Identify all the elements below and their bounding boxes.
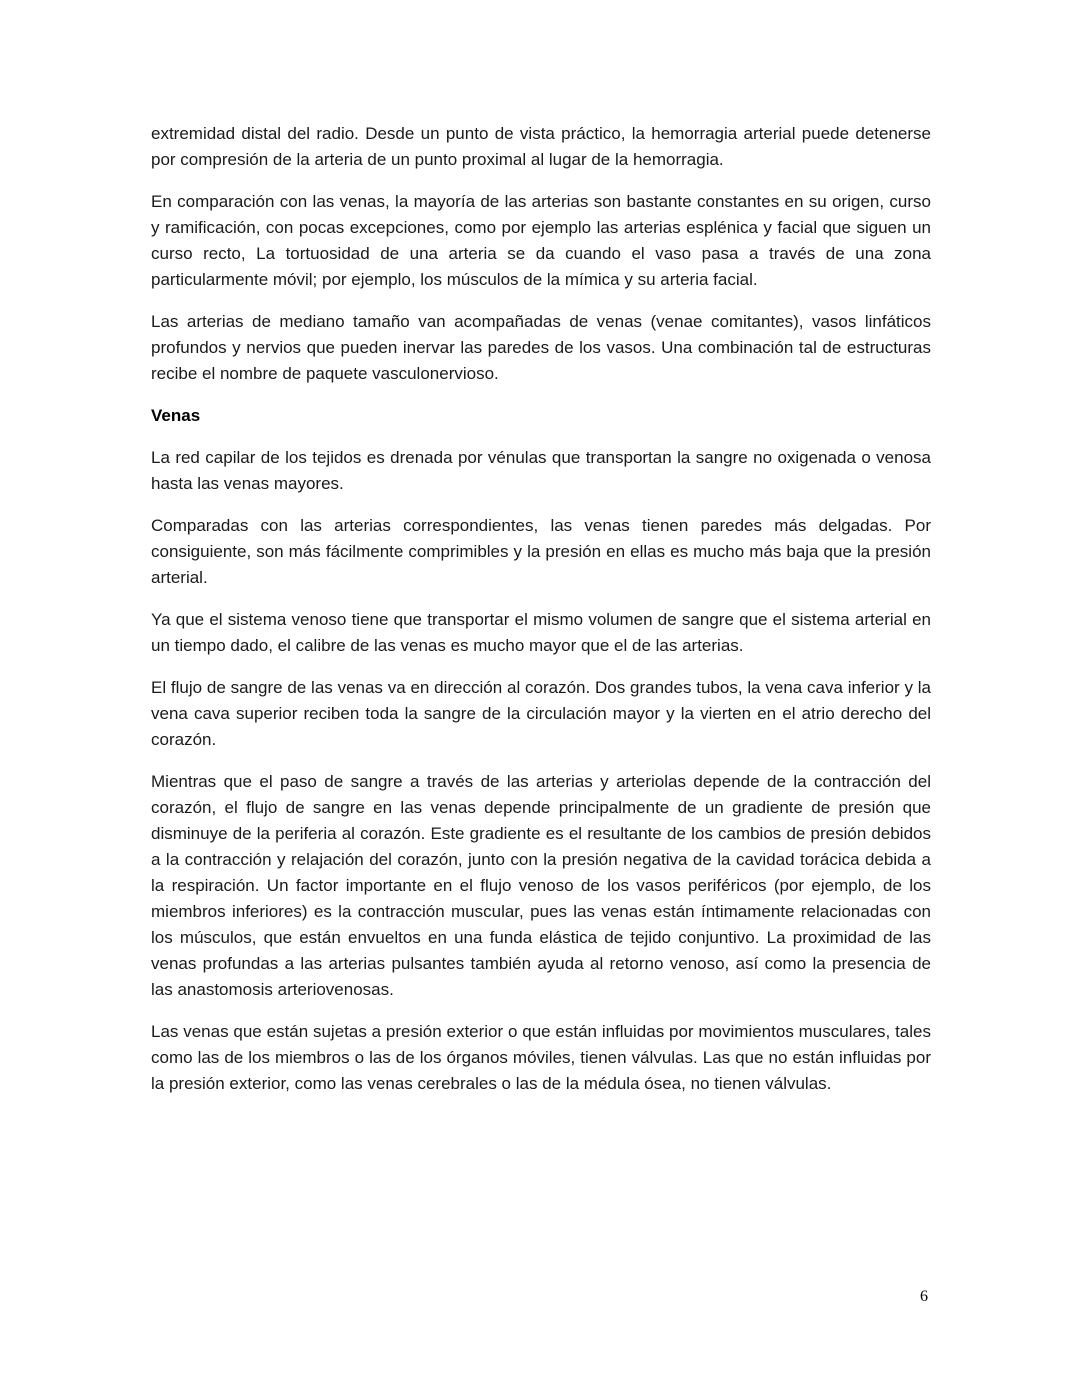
paragraph-pressure-gradient: Mientras que el paso de sangre a través de las arterias y arteriolas depende de la contracción del corazón, el flujo de sangre en las venas depende principalmente de un gradiente de presión que disminuye de la periferia al corazón. Este gradiente es el resultante de los cambios de presión debidos a la contracción y relajación del corazón, junto con la presión negativa de la cavidad torácica debida a la respiración. Un factor importante en el flujo venoso de los vasos periféricos (por ejemplo, de los miembros inferiores) es la contracción muscular, pues las venas están íntimamente relacionadas con los músculos, que están envueltos en una funda elástica de tejido conjuntivo. La proximidad de las venas profundas a las arterias pulsantes también ayuda al retorno venoso, así como la presencia de las anastomosis arteriovenosas. xyxy=(151,772,931,999)
paragraph-blood-flow-direction: El flujo de sangre de las venas va en dirección al corazón. Dos grandes tubos, la vena cava inferior y la vena cava superior reciben toda la sangre de la circulación mayor y la vierten en el atrio derecho del corazón. xyxy=(151,678,931,749)
paragraph-venae-comitantes: Las arterias de mediano tamaño van acompañadas de venas (venae comitantes), vasos linfáticos profundos y nervios que pueden inervar las paredes de los vasos. Una combinación tal de estructuras recibe el nombre de paquete vasculonervioso. xyxy=(151,312,931,383)
page-content xyxy=(151,121,931,1113)
paragraph-arterial-hemorrhage: extremidad distal del radio. Desde un punto de vista práctico, la hemorragia arterial puede detenerse por compresión de la arteria de un punto proximal al lugar de la hemorragia. xyxy=(151,124,931,169)
section-heading-venas: Venas xyxy=(151,406,201,425)
paragraph-capillary-network: La red capilar de los tejidos es drenada por vénulas que transportan la sangre no oxigenada o venosa hasta las venas mayores. xyxy=(151,448,931,493)
paragraph-arteries-constancy: En comparación con las venas, la mayoría de las arterias son bastante constantes en su origen, curso y ramificación, con pocas excepciones, como por ejemplo las arterias esplénica y facial que siguen un curso recto, La tortuosidad de una arteria se da cuando el vaso pasa a través de una zona particularmente móvil; por ejemplo, los músculos de la mímica y su arteria facial. xyxy=(151,192,931,289)
paragraph-venous-volume: Ya que el sistema venoso tiene que transportar el mismo volumen de sangre que el sistema arterial en un tiempo dado, el calibre de las venas es mucho mayor que el de las arterias. xyxy=(151,610,931,655)
page-number: 6 xyxy=(920,1288,928,1305)
paragraph-vein-walls: Comparadas con las arterias correspondientes, las venas tienen paredes más delgadas. Por consiguiente, son más fácilmente comprimibles y la presión en ellas es mucho más baja que la presión arterial. xyxy=(151,516,931,587)
paragraph-vein-valves: Las venas que están sujetas a presión exterior o que están influidas por movimientos musculares, tales como las de los miembros o las de los órganos móviles, tienen válvulas. Las que no están influidas por la presión exterior, como las venas cerebrales o las de la médula ósea, no tienen válvulas. xyxy=(151,1022,931,1093)
